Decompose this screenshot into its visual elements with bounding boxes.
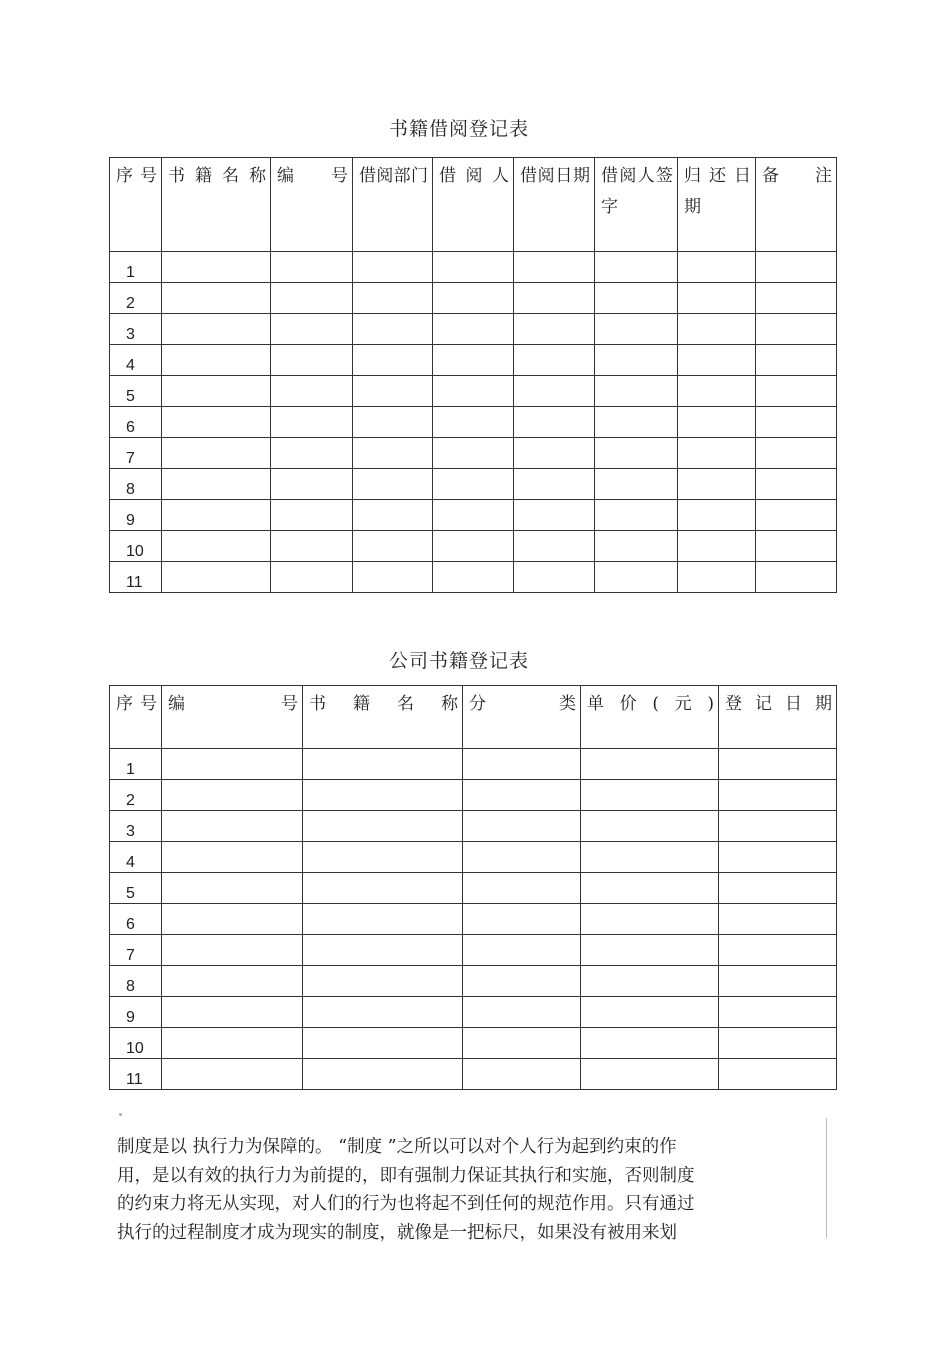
row-number: 8 xyxy=(110,469,162,500)
row-number: 11 xyxy=(110,1059,162,1090)
empty-cell[interactable] xyxy=(678,562,756,593)
header-cell: 分类 xyxy=(463,686,581,749)
empty-cell[interactable] xyxy=(433,376,514,407)
header-cell: 登记日期 xyxy=(719,686,837,749)
empty-cell[interactable] xyxy=(514,407,595,438)
empty-cell[interactable] xyxy=(303,997,463,1028)
empty-cell[interactable] xyxy=(303,935,463,966)
empty-cell[interactable] xyxy=(433,469,514,500)
empty-cell[interactable] xyxy=(514,531,595,562)
empty-cell[interactable] xyxy=(353,345,433,376)
empty-cell[interactable] xyxy=(581,811,719,842)
empty-cell[interactable] xyxy=(595,438,678,469)
empty-cell[interactable] xyxy=(719,811,837,842)
row-number: 6 xyxy=(110,904,162,935)
empty-cell[interactable] xyxy=(303,904,463,935)
header-cell: 借阅人 xyxy=(433,158,514,252)
paragraph-line: 用，是以有效的执行力为前提的，即有强制力保证其执行和实施，否则制度 xyxy=(117,1165,695,1186)
empty-cell[interactable] xyxy=(162,1059,303,1090)
empty-cell[interactable] xyxy=(303,873,463,904)
empty-cell[interactable] xyxy=(719,1028,837,1059)
empty-cell[interactable] xyxy=(595,345,678,376)
row-number: 2 xyxy=(110,283,162,314)
empty-cell[interactable] xyxy=(678,252,756,283)
table-row xyxy=(110,842,837,873)
empty-cell[interactable] xyxy=(595,376,678,407)
table-row xyxy=(110,438,837,469)
header-cell: 序号 xyxy=(110,686,162,749)
empty-cell[interactable] xyxy=(514,562,595,593)
row-number: 11 xyxy=(110,562,162,593)
empty-cell[interactable] xyxy=(756,438,837,469)
empty-cell[interactable] xyxy=(162,500,271,531)
empty-cell[interactable] xyxy=(271,438,353,469)
empty-cell[interactable] xyxy=(271,531,353,562)
registry-table-title: 公司书籍登记表 xyxy=(388,650,529,672)
table-row xyxy=(110,1028,837,1059)
empty-cell[interactable] xyxy=(271,562,353,593)
empty-cell[interactable] xyxy=(678,531,756,562)
empty-cell[interactable] xyxy=(678,407,756,438)
empty-cell[interactable] xyxy=(162,842,303,873)
empty-cell[interactable] xyxy=(463,935,581,966)
empty-cell[interactable] xyxy=(595,283,678,314)
table-row xyxy=(110,904,837,935)
borrow-register-table xyxy=(109,157,837,593)
table-row xyxy=(110,531,837,562)
empty-cell[interactable] xyxy=(719,997,837,1028)
empty-cell[interactable] xyxy=(719,1059,837,1090)
empty-cell[interactable] xyxy=(353,469,433,500)
table-row xyxy=(110,935,837,966)
empty-cell[interactable] xyxy=(463,842,581,873)
empty-cell[interactable] xyxy=(756,283,837,314)
empty-cell[interactable] xyxy=(595,531,678,562)
header-cell: 编号 xyxy=(162,686,303,749)
empty-cell[interactable] xyxy=(678,438,756,469)
empty-cell[interactable] xyxy=(514,469,595,500)
empty-cell[interactable] xyxy=(162,811,303,842)
row-number: 10 xyxy=(110,531,162,562)
empty-cell[interactable] xyxy=(353,500,433,531)
empty-cell[interactable] xyxy=(162,407,271,438)
empty-cell[interactable] xyxy=(756,407,837,438)
empty-cell[interactable] xyxy=(353,314,433,345)
empty-cell[interactable] xyxy=(162,469,271,500)
empty-cell[interactable] xyxy=(678,283,756,314)
table-row xyxy=(110,873,837,904)
row-number: 7 xyxy=(110,438,162,469)
empty-cell[interactable] xyxy=(271,314,353,345)
empty-cell[interactable] xyxy=(353,562,433,593)
empty-cell[interactable] xyxy=(514,500,595,531)
row-number: 5 xyxy=(110,376,162,407)
empty-cell[interactable] xyxy=(719,873,837,904)
header-cell: 借阅日期 xyxy=(514,158,595,252)
table-row xyxy=(110,749,837,780)
empty-cell[interactable] xyxy=(433,562,514,593)
header-cell: 归还日期 xyxy=(678,158,756,252)
empty-cell[interactable] xyxy=(353,283,433,314)
empty-cell[interactable] xyxy=(162,966,303,997)
table-row xyxy=(110,500,837,531)
scan-speck xyxy=(119,1113,122,1116)
header-cell: 备注 xyxy=(756,158,837,252)
table-row xyxy=(110,283,837,314)
empty-cell[interactable] xyxy=(463,1028,581,1059)
row-number: 2 xyxy=(110,780,162,811)
borrow-table-title: 书籍借阅登记表 xyxy=(388,118,529,140)
empty-cell[interactable] xyxy=(678,314,756,345)
empty-cell[interactable] xyxy=(162,935,303,966)
empty-cell[interactable] xyxy=(595,407,678,438)
empty-cell[interactable] xyxy=(162,283,271,314)
empty-cell[interactable] xyxy=(303,1028,463,1059)
empty-cell[interactable] xyxy=(271,407,353,438)
empty-cell[interactable] xyxy=(595,469,678,500)
empty-cell[interactable] xyxy=(719,780,837,811)
empty-cell[interactable] xyxy=(162,314,271,345)
empty-cell[interactable] xyxy=(595,314,678,345)
empty-cell[interactable] xyxy=(719,749,837,780)
row-number: 9 xyxy=(110,997,162,1028)
empty-cell[interactable] xyxy=(463,904,581,935)
table-row xyxy=(110,314,837,345)
empty-cell[interactable] xyxy=(678,376,756,407)
empty-cell[interactable] xyxy=(162,873,303,904)
empty-cell[interactable] xyxy=(756,562,837,593)
empty-cell[interactable] xyxy=(581,997,719,1028)
empty-cell[interactable] xyxy=(433,283,514,314)
empty-cell[interactable] xyxy=(303,966,463,997)
empty-cell[interactable] xyxy=(271,345,353,376)
empty-cell[interactable] xyxy=(463,1059,581,1090)
empty-cell[interactable] xyxy=(514,376,595,407)
empty-cell[interactable] xyxy=(433,314,514,345)
empty-cell[interactable] xyxy=(514,314,595,345)
empty-cell[interactable] xyxy=(162,345,271,376)
empty-cell[interactable] xyxy=(162,531,271,562)
empty-cell[interactable] xyxy=(463,749,581,780)
empty-cell[interactable] xyxy=(719,842,837,873)
empty-cell[interactable] xyxy=(271,283,353,314)
empty-cell[interactable] xyxy=(162,997,303,1028)
empty-cell[interactable] xyxy=(303,780,463,811)
empty-cell[interactable] xyxy=(756,345,837,376)
paragraph-line: 执行的过程制度才成为现实的制度，就像是一把标尺，如果没有被用来划 xyxy=(117,1222,677,1243)
empty-cell[interactable] xyxy=(162,749,303,780)
empty-cell[interactable] xyxy=(463,811,581,842)
table-row xyxy=(110,1059,837,1090)
empty-cell[interactable] xyxy=(463,966,581,997)
empty-cell[interactable] xyxy=(756,500,837,531)
empty-cell[interactable] xyxy=(353,252,433,283)
empty-cell[interactable] xyxy=(162,562,271,593)
table-row xyxy=(110,780,837,811)
empty-cell[interactable] xyxy=(581,749,719,780)
empty-cell[interactable] xyxy=(595,252,678,283)
empty-cell[interactable] xyxy=(271,376,353,407)
empty-cell[interactable] xyxy=(756,314,837,345)
empty-cell[interactable] xyxy=(756,376,837,407)
empty-cell[interactable] xyxy=(719,904,837,935)
book-registry-table xyxy=(109,685,837,1090)
table-row xyxy=(110,469,837,500)
empty-cell[interactable] xyxy=(162,438,271,469)
empty-cell[interactable] xyxy=(678,345,756,376)
header-cell: 编号 xyxy=(271,158,353,252)
header-cell: 借阅人签字 xyxy=(595,158,678,252)
empty-cell[interactable] xyxy=(162,904,303,935)
empty-cell[interactable] xyxy=(433,500,514,531)
empty-cell[interactable] xyxy=(719,966,837,997)
empty-cell[interactable] xyxy=(271,469,353,500)
empty-cell[interactable] xyxy=(678,500,756,531)
row-number: 3 xyxy=(110,811,162,842)
empty-cell[interactable] xyxy=(463,780,581,811)
empty-cell[interactable] xyxy=(353,407,433,438)
empty-cell[interactable] xyxy=(433,345,514,376)
empty-cell[interactable] xyxy=(433,531,514,562)
empty-cell[interactable] xyxy=(303,842,463,873)
table-row xyxy=(110,966,837,997)
empty-cell[interactable] xyxy=(581,904,719,935)
empty-cell[interactable] xyxy=(756,252,837,283)
row-number: 9 xyxy=(110,500,162,531)
empty-cell[interactable] xyxy=(514,438,595,469)
empty-cell[interactable] xyxy=(514,252,595,283)
empty-cell[interactable] xyxy=(303,1059,463,1090)
empty-cell[interactable] xyxy=(756,469,837,500)
empty-cell[interactable] xyxy=(463,873,581,904)
row-number: 3 xyxy=(110,314,162,345)
empty-cell[interactable] xyxy=(433,252,514,283)
empty-cell[interactable] xyxy=(162,780,303,811)
empty-cell[interactable] xyxy=(595,562,678,593)
empty-cell[interactable] xyxy=(162,252,271,283)
row-number: 7 xyxy=(110,935,162,966)
header-row xyxy=(110,158,837,252)
empty-cell[interactable] xyxy=(514,283,595,314)
row-number: 8 xyxy=(110,966,162,997)
empty-cell[interactable] xyxy=(581,935,719,966)
row-number: 4 xyxy=(110,345,162,376)
row-number: 1 xyxy=(110,749,162,780)
table-row xyxy=(110,376,837,407)
empty-cell[interactable] xyxy=(353,376,433,407)
empty-cell[interactable] xyxy=(303,749,463,780)
empty-cell[interactable] xyxy=(581,1059,719,1090)
row-number: 5 xyxy=(110,873,162,904)
row-number: 6 xyxy=(110,407,162,438)
empty-cell[interactable] xyxy=(514,345,595,376)
paragraph-line: 制度是以 执行力为保障的。 “制度 ”之所以可以对个人行为起到约束的作 xyxy=(117,1137,677,1157)
empty-cell[interactable] xyxy=(162,376,271,407)
empty-cell[interactable] xyxy=(595,500,678,531)
empty-cell[interactable] xyxy=(303,811,463,842)
row-number: 10 xyxy=(110,1028,162,1059)
empty-cell[interactable] xyxy=(581,842,719,873)
header-cell: 书籍名称 xyxy=(162,158,271,252)
empty-cell[interactable] xyxy=(433,438,514,469)
empty-cell[interactable] xyxy=(581,780,719,811)
empty-cell[interactable] xyxy=(433,407,514,438)
table-row xyxy=(110,407,837,438)
header-cell: 借阅部门 xyxy=(353,158,433,252)
table-row xyxy=(110,345,837,376)
table-row xyxy=(110,562,837,593)
empty-cell[interactable] xyxy=(719,935,837,966)
table-row xyxy=(110,252,837,283)
empty-cell[interactable] xyxy=(271,252,353,283)
table-row xyxy=(110,811,837,842)
empty-cell[interactable] xyxy=(581,873,719,904)
margin-rule xyxy=(826,1118,827,1238)
empty-cell[interactable] xyxy=(581,1028,719,1059)
paragraph-line: 的约束力将无从实现，对人们的行为也将起不到任何的规范作用。只有通过 xyxy=(117,1194,695,1214)
empty-cell[interactable] xyxy=(353,531,433,562)
header-cell: 书籍名称 xyxy=(303,686,463,749)
empty-cell[interactable] xyxy=(581,966,719,997)
empty-cell[interactable] xyxy=(162,1028,303,1059)
table-row xyxy=(110,997,837,1028)
empty-cell[interactable] xyxy=(756,531,837,562)
empty-cell[interactable] xyxy=(678,469,756,500)
empty-cell[interactable] xyxy=(353,438,433,469)
header-row xyxy=(110,686,837,749)
header-cell: 序号 xyxy=(110,158,162,252)
header-cell: 单价(元) xyxy=(581,686,719,749)
empty-cell[interactable] xyxy=(271,500,353,531)
row-number: 4 xyxy=(110,842,162,873)
empty-cell[interactable] xyxy=(463,997,581,1028)
body-paragraph xyxy=(117,1133,817,1247)
row-number: 1 xyxy=(110,252,162,283)
